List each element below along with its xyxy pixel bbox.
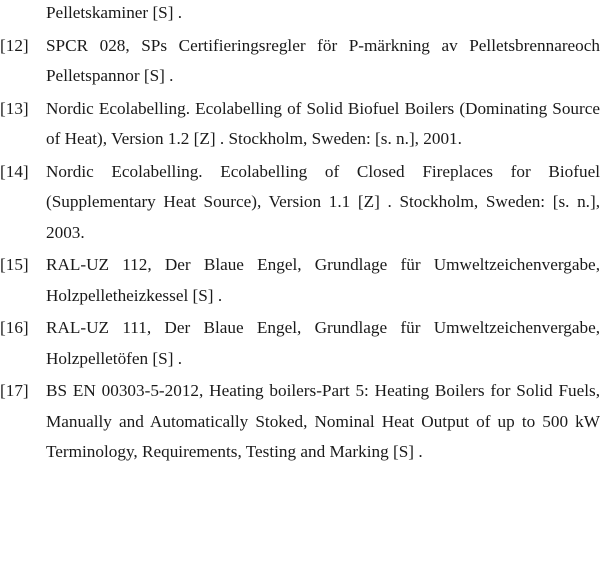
reference-number: [15]	[0, 255, 29, 274]
reference-item-14	[0, 157, 600, 249]
reference-item-15	[0, 250, 600, 311]
reference-number: [12]	[0, 35, 29, 55]
reference-text: Pelletskaminer [S] .	[46, 3, 183, 22]
reference-text: Nordic Ecolabelling. Ecolabelling of Solid Biofuel Boilers (Dominating Source of Heat), Version 1.2 [Z] . Stockholm, Sweden: [s. n.], 2001.	[46, 98, 600, 148]
reference-number: [16]	[0, 318, 29, 337]
reference-item-11-continuation	[0, 0, 600, 29]
reference-text: BS EN 00303-5-2012, Heating boilers-Part 5: Heating Boilers for Solid Fuels, Manually and Automatically Stoked, Nominal Heat Output of up to 500 kW Terminology, Requirements, Testing and Marking [S] .	[46, 381, 600, 461]
reference-number: [13]	[0, 98, 29, 118]
reference-text: Nordic Ecolabelling. Ecolabelling of Closed Fireplaces for Biofuel (Supplementary Heat Source), Version 1.1 [Z] . Stockholm, Sweden: [s. n.], 2003.	[46, 161, 600, 242]
reference-text: RAL-UZ 112, Der Blaue Engel, Grundlage für Umweltzeichenvergabe, Holzpelletheizkessel [S] .	[46, 255, 600, 305]
reference-item-12	[0, 31, 600, 92]
reference-item-16	[0, 313, 600, 374]
reference-item-17	[0, 376, 600, 468]
reference-number: [14]	[0, 161, 29, 181]
reference-text: RAL-UZ 111, Der Blaue Engel, Grundlage für Umweltzeichenvergabe, Holzpelletöfen [S] .	[46, 318, 600, 368]
reference-number: [17]	[0, 381, 29, 400]
reference-item-13	[0, 94, 600, 155]
reference-text: SPCR 028, SPs Certifieringsregler för P-märkning av Pelletsbrennareoch Pelletspannor [S] .	[46, 35, 600, 85]
